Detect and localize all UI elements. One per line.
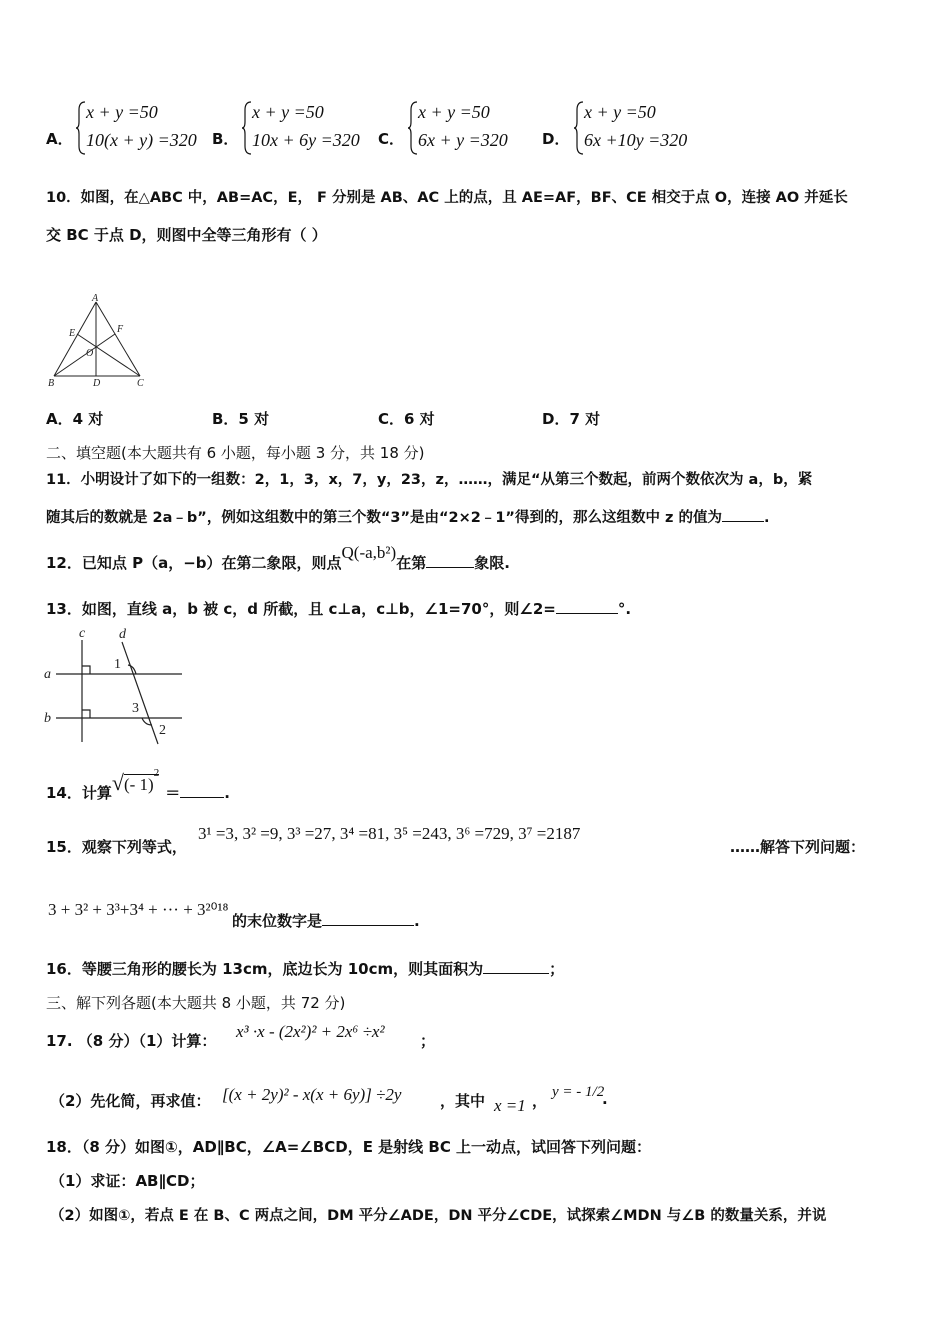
q17-comma: ，: [532, 1092, 548, 1110]
option-d-eq2: 6x +10y =320: [584, 130, 688, 150]
option-b-label: B．: [212, 130, 239, 148]
q10-option-d: D．7 对: [542, 410, 601, 428]
q17-part2-math: [(x + 2y)² - x(x + 6y)] ÷2y: [222, 1085, 402, 1104]
q15-eq-2: 3² =9: [242, 824, 279, 843]
q10-option-c: C．6 对: [378, 410, 435, 428]
label-o: O: [86, 348, 94, 359]
q14-base: (- 1): [123, 775, 154, 794]
q12-line: [46, 542, 510, 572]
q14-end: .: [224, 784, 230, 802]
option-c-eq1: x + y =50: [418, 102, 490, 122]
q12-math: Q(-a,b²): [341, 543, 397, 562]
option-b-eq2: 10x + 6y =320: [252, 130, 360, 150]
label-2: 2: [159, 723, 166, 738]
q16-end: ；: [549, 960, 565, 978]
q14-line: [46, 767, 230, 802]
option-b-eq1: x + y =50: [252, 102, 324, 122]
section-2-heading: 二、填空题(本大题共有 6 小题，每小题 3 分，共 18 分): [46, 444, 425, 462]
q11-line2-text: 随其后的数就是 2a﹣b”，例如这组数中的第三个数“3”是由“2×2﹣1”得到的，那么这组数中 z 的值为: [46, 510, 722, 526]
q15-sum-expression: 3 + 3² + 3³+3⁴ + ··· + 3²⁰¹⁸: [48, 900, 229, 919]
option-c-eq2: 6x + y =320: [418, 130, 508, 150]
q12-suffix2: 象限.: [474, 554, 510, 572]
label-c: C: [137, 378, 144, 389]
q11-line2: [46, 506, 770, 527]
q12-answer-blank[interactable]: [426, 553, 474, 568]
q17-y-value: y = - 1/2: [552, 1084, 605, 1100]
right-angle-b: [82, 710, 90, 718]
q10-line2: 交 BC 于点 D，则图中全等三角形有（ ）: [46, 226, 327, 244]
label-b: B: [48, 378, 55, 389]
q13-line: [46, 598, 631, 619]
q10-option-a: A．4 对: [46, 410, 104, 428]
option-c-system: [408, 98, 548, 158]
q15-line2-text: 的末位数字是: [232, 912, 323, 930]
right-angle-a: [82, 666, 90, 674]
triangle-figure: [44, 294, 156, 390]
q17-part2-mid: ，其中: [440, 1092, 486, 1110]
q18-line3: （2）如图①，若点 E 在 B、C 两点之间，DM 平分∠ADE，DN 平分∠CDE，试探索∠MDN 与∠B 的数量关系，并说: [50, 1208, 827, 1224]
label-f: F: [117, 324, 124, 335]
q12-suffix: 在第: [396, 554, 427, 572]
option-d-system: [574, 98, 714, 158]
q17-x-value: x =1: [494, 1096, 526, 1115]
q11-end: .: [764, 510, 770, 526]
option-b-system: [242, 98, 382, 158]
q17-end: .: [602, 1090, 608, 1108]
q15-eq-5: 3⁵ =243: [393, 824, 448, 843]
q14-answer-blank[interactable]: [180, 783, 224, 798]
q15-answer-blank[interactable]: [322, 911, 414, 926]
q17-part1: 17. （8 分）（1）计算：: [46, 1032, 217, 1050]
q14-equals: ＝: [165, 784, 181, 802]
label-c: c: [79, 626, 86, 641]
side-ac: [96, 302, 140, 376]
q14-prefix: 14．计算: [46, 784, 112, 802]
q16-line: [46, 958, 564, 979]
label-a: A: [92, 294, 99, 304]
label-d: d: [119, 627, 126, 642]
segment-bf: [54, 334, 115, 376]
q10-line1: 10．如图，在△ABC 中，AB=AC，E， F 分别是 AB、AC 上的点，且 AE=AF，BF、CE 相交于点 O，连接 AO 并延长: [46, 190, 848, 206]
option-d-label: D．: [542, 130, 570, 148]
section-3-heading: 三、解下列各题(本大题共 8 小题，共 72 分): [46, 994, 346, 1012]
option-a-system: [76, 98, 216, 158]
option-a-eq1: x + y =50: [86, 102, 158, 122]
option-a-label: A．: [46, 130, 73, 148]
q15-end: .: [414, 912, 420, 930]
q10-option-b: B．5 对: [212, 410, 270, 428]
label-a: a: [44, 667, 51, 682]
option-a-eq2: 10(x + y) =320: [86, 130, 197, 150]
q17-part1-math: x³ ·x - (2x²)² + 2x⁶ ÷x²: [236, 1022, 385, 1041]
label-1: 1: [114, 657, 121, 672]
q12-prefix: 12．已知点 P（a，−b）在第二象限，则点: [46, 554, 342, 572]
label-d: D: [93, 378, 101, 389]
option-d-eq1: x + y =50: [584, 102, 656, 122]
q11-answer-blank[interactable]: [722, 507, 764, 522]
q17-part2: （2）先化简，再求值：: [50, 1092, 211, 1110]
q11-line1: 11．小明设计了如下的一组数：2，1，3，x，7，y，23，z，……，满足“从第三个数起，前两个数依次为 a，b，紧: [46, 472, 813, 488]
q15-prefix: 15．观察下列等式，: [46, 838, 187, 856]
q14-sqrt: [111, 767, 160, 795]
side-ab: [54, 302, 96, 376]
q15-equations: 3¹ =3, 3² =9, 3³ =27, 3⁴ =81, 3⁵ =243, 3⁶ =729, 3⁷ =2187: [198, 824, 581, 843]
q16-text: 16．等腰三角形的腰长为 13cm，底边长为 10cm，则其面积为: [46, 960, 484, 978]
q16-answer-blank[interactable]: [483, 959, 549, 974]
q13-answer-blank[interactable]: [556, 599, 618, 614]
q17-part1-end: ；: [420, 1032, 436, 1050]
q14-exp: 2: [153, 767, 160, 779]
line-d: [122, 642, 158, 744]
sqrt-sign: √: [111, 770, 124, 795]
q15-line2: [232, 910, 420, 931]
label-e: E: [69, 328, 76, 339]
option-c-label: C．: [378, 130, 405, 148]
q13-end: °.: [617, 600, 632, 618]
q14-radicand: [123, 767, 160, 794]
q15-suffix: ……解答下列问题：: [730, 838, 866, 856]
q15-eq-7: 3⁷ =2187: [518, 824, 581, 843]
q18-line1: 18．（8 分）如图①，AD∥BC，∠A=∠BCD，E 是射线 BC 上一动点，试回答下列问题：: [46, 1138, 652, 1156]
q15-eq-1: 3¹ =3: [198, 824, 234, 843]
q15-eq-3: 3³ =27: [286, 824, 332, 843]
label-3: 3: [132, 701, 139, 716]
q15-eq-6: 3⁶ =729: [455, 824, 510, 843]
label-b: b: [44, 711, 51, 726]
q18-line2: （1）求证：AB∥CD；: [50, 1172, 205, 1190]
parallel-lines-figure: [42, 624, 192, 750]
q15-eq-4: 3⁴ =81: [339, 824, 386, 843]
q13-text: 13．如图，直线 a，b 被 c，d 所截，且 c⊥a，c⊥b，∠1=70°，则∠2=: [46, 600, 556, 618]
